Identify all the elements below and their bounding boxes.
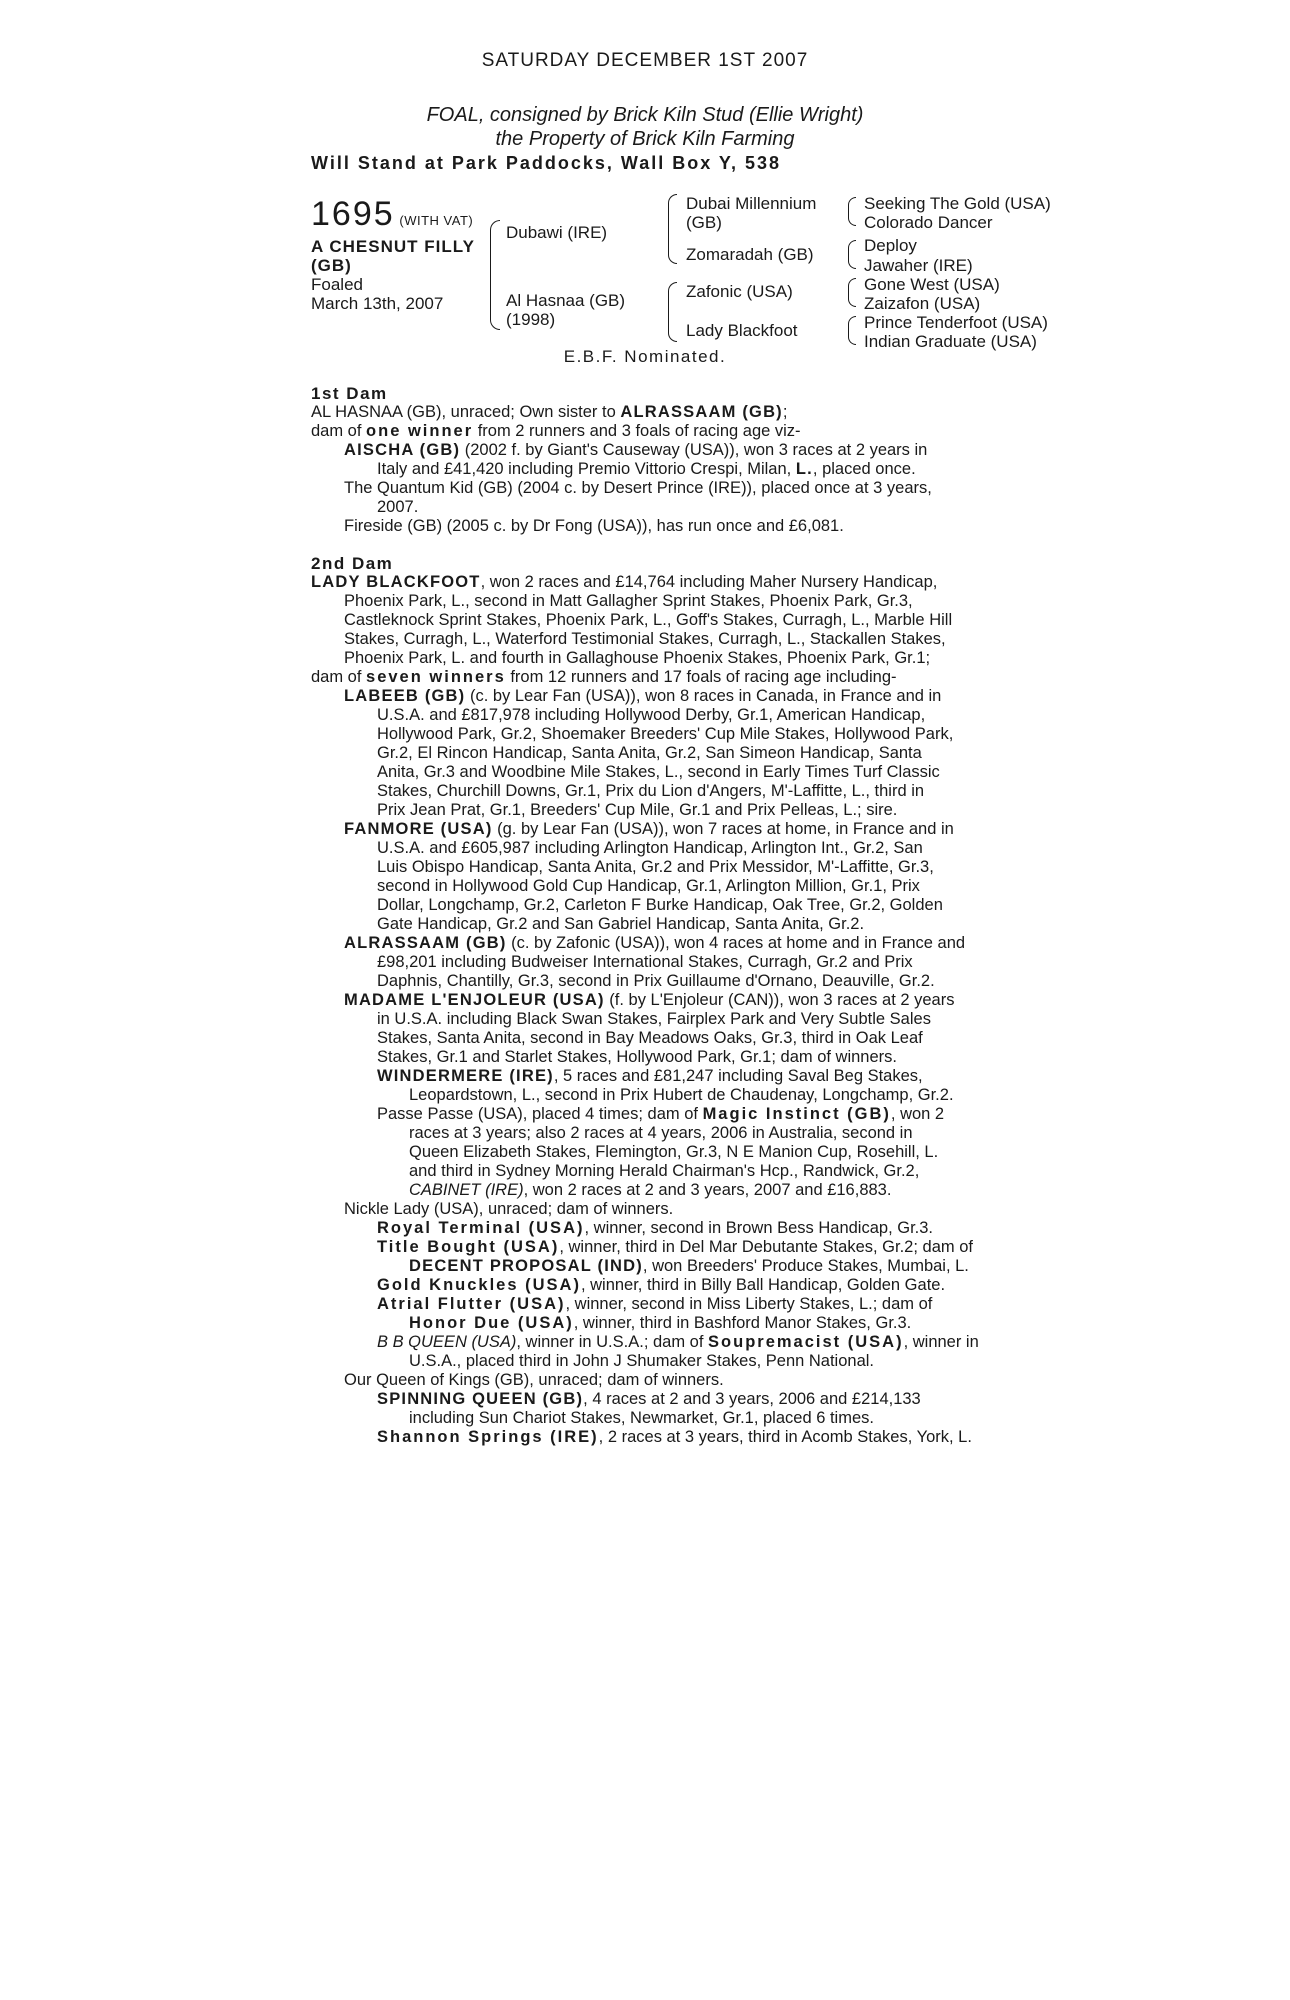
- pedigree-brace-3a: [848, 197, 856, 226]
- pedigree-brace-main: [490, 220, 500, 330]
- grandprogeny-bb-queen: B B QUEEN (USA), winner in U.S.A.; dam of Soupremacist (USA), winner in U.S.A., placed third in John J Shumaker Stakes, Penn National.: [377, 1333, 979, 1370]
- progeny-our-queen-of-kings: Our Queen of Kings (GB), unraced; dam of winners.: [344, 1371, 724, 1389]
- foaled-label: Foaled: [311, 275, 363, 294]
- progeny-madame-lenjoleur: MADAME L'ENJOLEUR (USA) (f. by L'Enjoleur (CAN)), won 3 races at 2 years in U.S.A. including Black Swan Stakes, Fairplex Park and Very Subtle Sales Stakes, Santa Anita, second in Bay Meadows Oaks, Gr.3, third in Oak Leaf Stakes, Gr.1 and Starlet Stakes, Hollywood Park, Gr.1; dam of winners.: [344, 991, 955, 1066]
- ped-dds: Prince Tenderfoot (USA): [864, 313, 1048, 332]
- pedigree-brace-3c: [848, 278, 856, 307]
- progeny-fanmore: FANMORE (USA) (g. by Lear Fan (USA)), won 7 races at home, in France and in U.S.A. and £605,987 including Arlington Handicap, Arlington Int., Gr.2, San Luis Obispo Handicap, Santa Anita, Gr.2 and Prix Messidor, M'-Laffitte, Gr.3, second in Hollywood Gold Cup Handicap, Gr.1, Arlington Million, Gr.1, Prix Dollar, Longchamp, Gr.2, Carleton F Burke Handicap, Oak Tree, Gr.2, Golden Gate Handicap, Gr.2 and San Gabriel Handicap, Santa Anita, Gr.2.: [344, 820, 954, 933]
- dam-sire: Zafonic (USA): [686, 282, 793, 301]
- first-dam-heading: 1st Dam: [311, 384, 388, 403]
- grandprogeny-shannon-springs: Shannon Springs (IRE), 2 races at 3 years, third in Acomb Stakes, York, L.: [377, 1428, 972, 1446]
- ped-ddd: Indian Graduate (USA): [864, 332, 1037, 351]
- foaling-date: March 13th, 2007: [311, 294, 444, 313]
- pedigree-brace-sire: [668, 194, 677, 264]
- grandprogeny-spinning-queen: SPINNING QUEEN (GB), 4 races at 2 and 3 years, 2006 and £214,133 including Sun Chariot Stakes, Newmarket, Gr.1, placed 6 times.: [377, 1390, 921, 1427]
- lot-number: 1695: [311, 195, 395, 233]
- first-dam-intro: AL HASNAA (GB), unraced; Own sister to ALRASSAAM (GB);: [311, 403, 788, 421]
- pedigree-brace-3b: [848, 240, 856, 269]
- stand-location: Will Stand at Park Paddocks, Wall Box Y, 538: [311, 153, 781, 173]
- grandprogeny-title-bought: Title Bought (USA), winner, third in Del Mar Debutante Stakes, Gr.2; dam of DECENT PROPOSAL (IND), won Breeders' Produce Stakes, Mumbai, L.: [377, 1238, 973, 1275]
- dam-year: (1998): [506, 310, 556, 329]
- dam-dam: Lady Blackfoot: [686, 321, 798, 340]
- progeny-quantum-kid: The Quantum Kid (GB) (2004 c. by Desert Prince (IRE)), placed once at 3 years, 2007.: [344, 479, 932, 516]
- ped-sss: Seeking The Gold (USA): [864, 194, 1051, 213]
- second-dam-heading: 2nd Dam: [311, 554, 394, 573]
- progeny-labeeb: LABEEB (GB) (c. by Lear Fan (USA)), won 8 races in Canada, in France and in U.S.A. and £817,978 including Hollywood Derby, Gr.1, American Handicap, Hollywood Park, Gr.2, Shoemaker Breeders' Cup Mile Stakes, Hollywood Park, Gr.2, El Rincon Handicap, Santa Anita, Gr.2, San Simeon Handicap, Santa Anita, Gr.3 and Woodbine Mile Stakes, L., second in Early Times Turf Classic Stakes, Churchill Downs, Gr.1, Prix du Lion d'Angers, M'-Laffitte, L., third in Prix Jean Prat, Gr.1, Breeders' Cup Mile, Gr.1 and Prix Pelleas, L.; sire.: [344, 687, 954, 819]
- grandprogeny-passe-passe: Passe Passe (USA), placed 4 times; dam of Magic Instinct (GB), won 2 races at 3 years; also 2 races at 4 years, 2006 in Australia, second in Queen Elizabeth Stakes, Flemington, Gr.3, N E Manion Cup, Rosehill, L. and third in Sydney Morning Herald Chairman's Hcp., Randwick, Gr.2, CABINET (IRE), won 2 races at 2 and 3 years, 2007 and £16,883.: [377, 1105, 945, 1199]
- lot-description: A CHESNUT FILLY: [311, 237, 475, 256]
- property-line: the Property of Brick Kiln Farming: [495, 128, 795, 150]
- grandprogeny-royal-terminal: Royal Terminal (USA), winner, second in Brown Bess Handicap, Gr.3.: [377, 1219, 933, 1237]
- sire-dam: Zomaradah (GB): [686, 245, 814, 264]
- second-dam-record: LADY BLACKFOOT, won 2 races and £14,764 including Maher Nursery Handicap, Phoenix Park, L., second in Matt Gallagher Sprint Stakes, Phoenix Park, Gr.3, Castleknock Sprint Stakes, Phoenix Park, L., Goff's Stakes, Curragh, L., Marble Hill Stakes, Curragh, L., Waterford Testimonial Stakes, Curragh, L., Stackallen Stakes, Phoenix Park, L. and fourth in Gallaghouse Phoenix Stakes, Phoenix Park, Gr.1; dam of seven winners from 12 runners and 17 foals of racing age including-: [311, 573, 953, 686]
- ped-sds: Deploy: [864, 236, 917, 255]
- pedigree-brace-3d: [848, 316, 856, 345]
- sire-sire-origin: (GB): [686, 213, 722, 232]
- catalogue-body: [311, 384, 986, 1447]
- lot-origin: (GB): [311, 256, 352, 275]
- consignor-line: FOAL, consigned by Brick Kiln Stud (Ellie Wright): [426, 104, 864, 126]
- sale-date: SATURDAY DECEMBER 1ST 2007: [481, 50, 809, 71]
- ebf-nomination: E.B.F. Nominated.: [563, 347, 727, 366]
- first-dam-summary: dam of one winner from 2 runners and 3 foals of racing age viz-: [311, 422, 801, 440]
- grandprogeny-gold-knuckles: Gold Knuckles (USA), winner, third in Billy Ball Handicap, Golden Gate.: [377, 1276, 946, 1294]
- progeny-fireside: Fireside (GB) (2005 c. by Dr Fong (USA)), has run once and £6,081.: [344, 517, 844, 535]
- grandprogeny-windermere: WINDERMERE (IRE), 5 races and £81,247 including Saval Beg Stakes, Leopardstown, L., second in Prix Hubert de Chaudenay, Longchamp, Gr.2.: [377, 1067, 954, 1104]
- lot-info: [311, 195, 481, 313]
- vat-note: (WITH VAT): [399, 213, 474, 228]
- progeny-aischa: AISCHA (GB) (2002 f. by Giant's Causeway (USA)), won 3 races at 2 years in Italy and £41,420 including Premio Vittorio Crespi, Milan, L., placed once.: [344, 441, 928, 478]
- ped-dss: Gone West (USA): [864, 275, 1000, 294]
- dam: Al Hasnaa (GB): [506, 291, 626, 310]
- grandprogeny-atrial-flutter: Atrial Flutter (USA), winner, second in Miss Liberty Stakes, L.; dam of Honor Due (USA), winner, third in Bashford Manor Stakes, Gr.3.: [377, 1295, 933, 1332]
- ped-ssd: Colorado Dancer: [864, 213, 993, 232]
- sire-sire: Dubai Millennium: [686, 194, 817, 213]
- progeny-alrassaam: ALRASSAAM (GB) (c. by Zafonic (USA)), won 4 races at home and in France and £98,201 including Budweiser International Stakes, Curragh, Gr.2 and Prix Daphnis, Chantilly, Gr.3, second in Prix Guillaume d'Ornano, Deauville, Gr.2.: [344, 934, 966, 990]
- pedigree-brace-dam: [668, 282, 677, 342]
- progeny-nickle-lady: Nickle Lady (USA), unraced; dam of winners.: [344, 1200, 674, 1218]
- ped-sdd: Jawaher (IRE): [864, 256, 973, 275]
- ped-dsd: Zaizafon (USA): [864, 294, 981, 313]
- sire: Dubawi (IRE): [506, 223, 608, 242]
